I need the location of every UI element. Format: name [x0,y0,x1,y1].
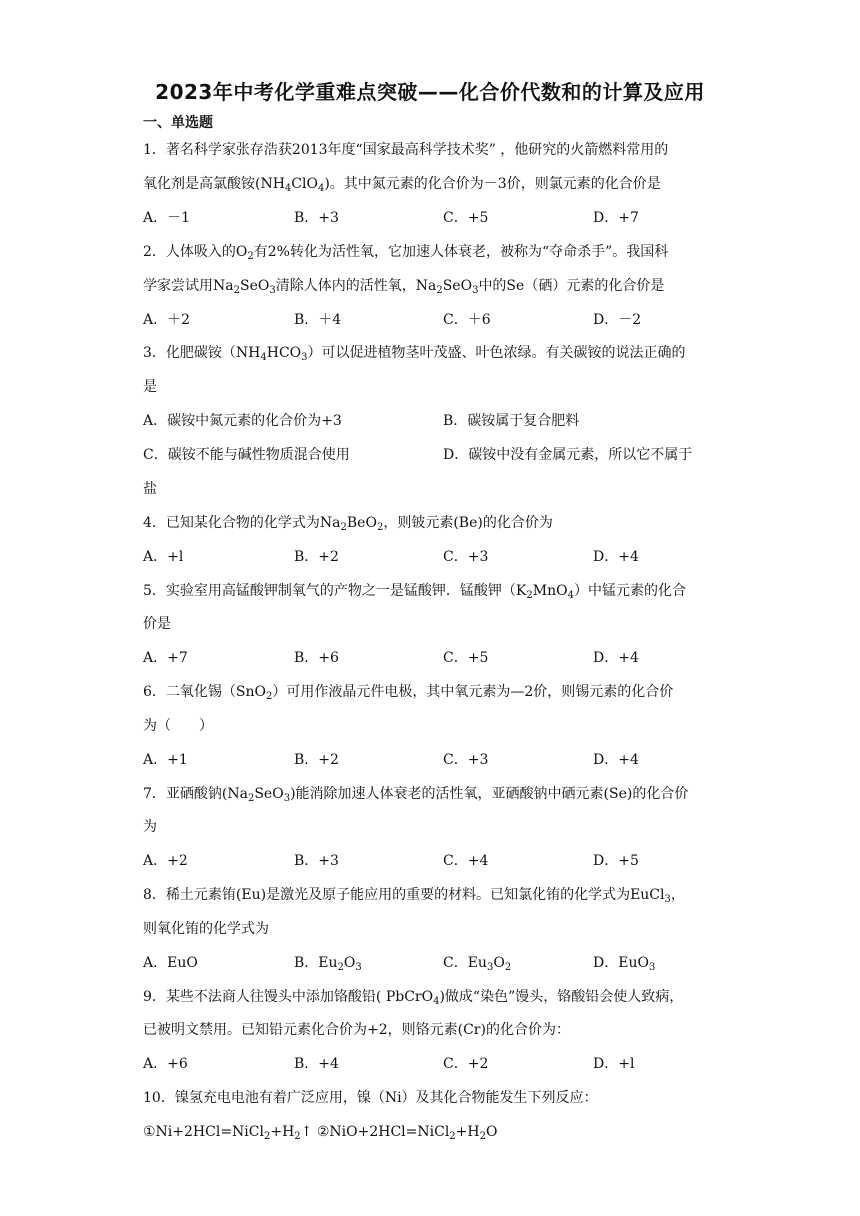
q7-option-c: C．+4 [443,853,489,869]
q3-line-2: 是 [143,379,157,395]
document-title: 2023年中考化学重难点突破——化合价代数和的计算及应用 [155,80,705,104]
q2-option-c: C．＋6 [443,312,491,328]
q7-option-a: A．+2 [143,853,188,869]
q8-option-a: A．EuO [143,955,198,971]
q9-line-1: 9．某些不法商人往馒头中添加铬酸铅( PbCrO$_4$)做成“染色”馒头，铬酸铅会使人致病， [143,989,684,1007]
q4-option-c: C．+3 [443,549,489,565]
q5-option-c: C．+5 [443,650,489,666]
q7-line-1: 7．亚硒酸钠$(Na_2SeO_3)$能消除加速人体衰老的活性氧，亚硒酸钠中硒元素(Se)的化合价 [143,786,689,804]
q1-option-d: D．+7 [593,210,639,226]
q10-line-1: 10．镍氢充电电池有着广泛应用，镍（Ni）及其化合物能发生下列反应： [143,1090,598,1106]
q6-line-1: 6．二氧化锡（SnO$_2$）可用作液晶元件电极，其中氧元素为—2价，则锡元素的化合价 [143,684,674,702]
q6-option-a: A．+1 [143,752,188,768]
q9-option-b: B．+4 [294,1056,339,1072]
q8-option-d: D．EuO$_3$ [593,955,656,973]
q6-option-b: B．+2 [294,752,339,768]
q9-line-2: 已被明文禁用。已知铅元素化合价为+2，则铬元素(Cr)的化合价为： [143,1022,570,1038]
q2-option-a: A．＋2 [143,312,191,328]
q5-line-2: 价是 [143,616,171,632]
q9-option-a: A．+6 [143,1056,188,1072]
q6-option-d: D．+4 [593,752,639,768]
q1-option-b: B．+3 [294,210,339,226]
q9-option-c: C．+2 [443,1056,489,1072]
q2-line-2: 学家尝试用$Na_2SeO_3$清除人体内的活性氧，$Na_2SeO_3$中的Se（硒）元素的化合价是 [143,278,665,296]
q9-option-d: D．+l [593,1056,635,1072]
q8-option-c: C．$Eu_3O_2$ [443,955,512,973]
q3-option-d: D．碳铵中没有金属元素，所以它不属于 [443,447,693,463]
q5-option-b: B．+6 [294,650,339,666]
q10-line-2: $①Ni+2HCl=NiCl_2+H_2↑$ $②NiO+2HCl=NiCl_2+H_2O$ [143,1124,498,1142]
q1-option-c: C．+5 [443,210,489,226]
section-heading: 一、单选题 [143,115,213,131]
q3-option-a: A．碳铵中氮元素的化合价为+3 [143,413,342,429]
q2-line-1: 2．人体吸入的$O_2$有2%转化为活性氧，它加速人体衰老，被称为“夺命杀手”。我国科 [143,244,669,262]
q2-option-d: D．－2 [593,312,642,328]
q6-option-c: C．+3 [443,752,489,768]
q7-option-d: D．+5 [593,853,639,869]
q3-option-c: C．碳铵不能与碱性物质混合使用 [143,447,350,463]
q6-line-2: 为（ ） [143,718,213,734]
q8-line-2: 则氧化铕的化学式为 [143,921,269,937]
q3-option-b: B．碳铵属于复合肥料 [443,413,580,429]
q1-option-a: A．－1 [143,210,191,226]
q4-option-d: D．+4 [593,549,639,565]
q3-option-d-cont: 盐 [143,481,157,497]
q3-line-1: 3．化肥碳铵$(NH_4HCO_3)$可以促进植物茎叶茂盛、叶色浓绿。有关碳铵的说法正确的 [143,345,686,363]
q2-option-b: B．＋4 [294,312,342,328]
q5-option-a: A．+7 [143,650,188,666]
q4-option-b: B．+2 [294,549,339,565]
q4-line-1: 4．已知某化合物的化学式为$Na_2BeO_2$，则铍元素(Be)的化合价为 [143,515,553,533]
q5-line-1: 5．实验室用高锰酸钾制氧气的产物之一是锰酸钾．锰酸钾$(K_2MnO_4)$中锰元素的化合 [143,583,686,601]
q1-line-1: 1．著名科学家张存浩获2013年度“国家最高科学技术奖” ，他研究的火箭燃料常用的 [143,142,669,158]
q4-option-a: A．+l [143,549,184,565]
q8-line-1: 8．稀土元素铕(Eu)是激光及原子能应用的重要的材料。已知氯化铕的化学式为EuCl$_3$， [143,887,685,905]
q8-option-b: B．$Eu_2O_3$ [294,955,362,973]
q1-line-2: 氧化剂是高氯酸铵$(NH_4ClO_4)$。其中氮元素的化合价为－3价，则氯元素的化合价是 [143,176,661,194]
q5-option-d: D．+4 [593,650,639,666]
q7-line-2: 为 [143,819,157,835]
q7-option-b: B．+3 [294,853,339,869]
